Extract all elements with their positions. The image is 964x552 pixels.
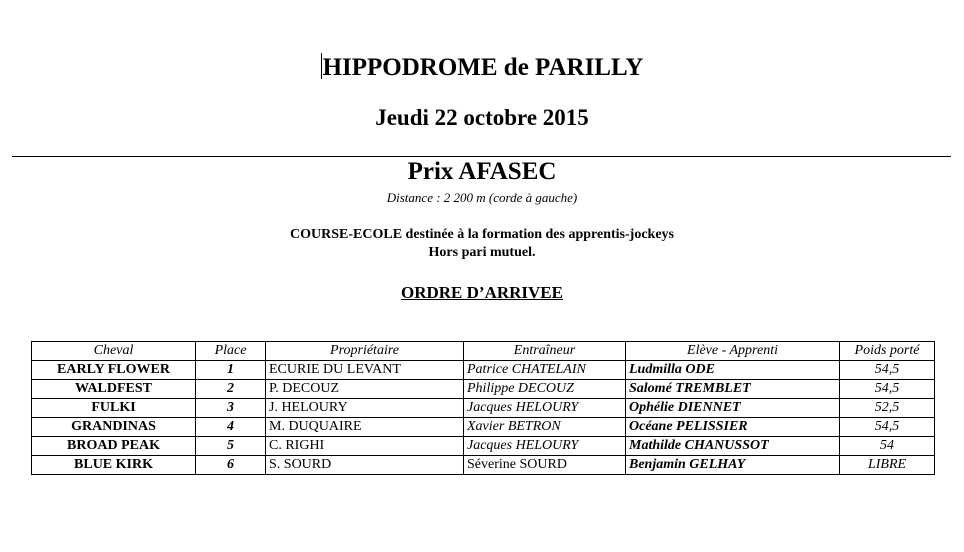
cell-eleve: Mathilde CHANUSSOT [626, 437, 840, 456]
header-cheval: Cheval [32, 342, 196, 361]
header-place: Place [196, 342, 266, 361]
cell-entraineur: Séverine SOURD [464, 456, 626, 475]
table-row [32, 437, 935, 456]
cell-eleve: Ludmilla ODE [626, 361, 840, 380]
cell-poids: 54,5 [840, 380, 935, 399]
cell-cheval: GRANDINAS [32, 418, 196, 437]
cell-place: 3 [196, 399, 266, 418]
section-title-text: ORDRE D’ARRIVEE [401, 283, 563, 302]
header-entraineur: Entraîneur [464, 342, 626, 361]
cell-cheval: BLUE KIRK [32, 456, 196, 475]
cell-cheval: FULKI [32, 399, 196, 418]
cell-eleve: Salomé TREMBLET [626, 380, 840, 399]
venue-title-text: HIPPODROME de PARILLY [322, 54, 644, 81]
cell-poids: 54,5 [840, 361, 935, 380]
cell-entraineur: Patrice CHATELAIN [464, 361, 626, 380]
table-row [32, 456, 935, 475]
cell-place: 2 [196, 380, 266, 399]
race-name: Prix AFASEC [407, 158, 557, 185]
cell-proprietaire: M. DUQUAIRE [266, 418, 464, 437]
race-description-line2: Hors pari mutuel. [428, 245, 536, 260]
cell-entraineur: Philippe DECOUZ [464, 380, 626, 399]
cell-poids: 54,5 [840, 418, 935, 437]
cell-eleve: Ophélie DIENNET [626, 399, 840, 418]
cell-poids: LIBRE [840, 456, 935, 475]
race-description-line1: COURSE-ECOLE destinée à la formation des apprentis-jockeys [290, 227, 674, 242]
cell-place: 1 [196, 361, 266, 380]
table-row [32, 418, 935, 437]
cell-cheval: EARLY FLOWER [32, 361, 196, 380]
cell-proprietaire: ECURIE DU LEVANT [266, 361, 464, 380]
cell-eleve: Benjamin GELHAY [626, 456, 840, 475]
table-header-row [32, 342, 935, 361]
table-row [32, 399, 935, 418]
cell-place: 4 [196, 418, 266, 437]
section-title [0, 282, 964, 304]
results-table [31, 341, 935, 475]
cell-cheval: BROAD PEAK [32, 437, 196, 456]
header-proprietaire: Propriétaire [266, 342, 464, 361]
table-row [32, 361, 935, 380]
cell-cheval: WALDFEST [32, 380, 196, 399]
race-distance: Distance : 2 200 m (corde à gauche) [386, 190, 578, 205]
cell-proprietaire: S. SOURD [266, 456, 464, 475]
cell-entraineur: Jacques HELOURY [464, 399, 626, 418]
header-poids: Poids porté [840, 342, 935, 361]
cell-eleve: Océane PELISSIER [626, 418, 840, 437]
venue-title [0, 52, 964, 84]
header-eleve: Elève - Apprenti [626, 342, 840, 361]
cell-entraineur: Jacques HELOURY [464, 437, 626, 456]
cell-entraineur: Xavier BETRON [464, 418, 626, 437]
cell-place: 5 [196, 437, 266, 456]
cell-proprietaire: J. HELOURY [266, 399, 464, 418]
text-cursor [321, 53, 322, 79]
cell-poids: 52,5 [840, 399, 935, 418]
cell-proprietaire: P. DECOUZ [266, 380, 464, 399]
race-date: Jeudi 22 octobre 2015 [375, 105, 589, 130]
table-row [32, 380, 935, 399]
cell-poids: 54 [840, 437, 935, 456]
cell-proprietaire: C. RIGHI [266, 437, 464, 456]
cell-place: 6 [196, 456, 266, 475]
